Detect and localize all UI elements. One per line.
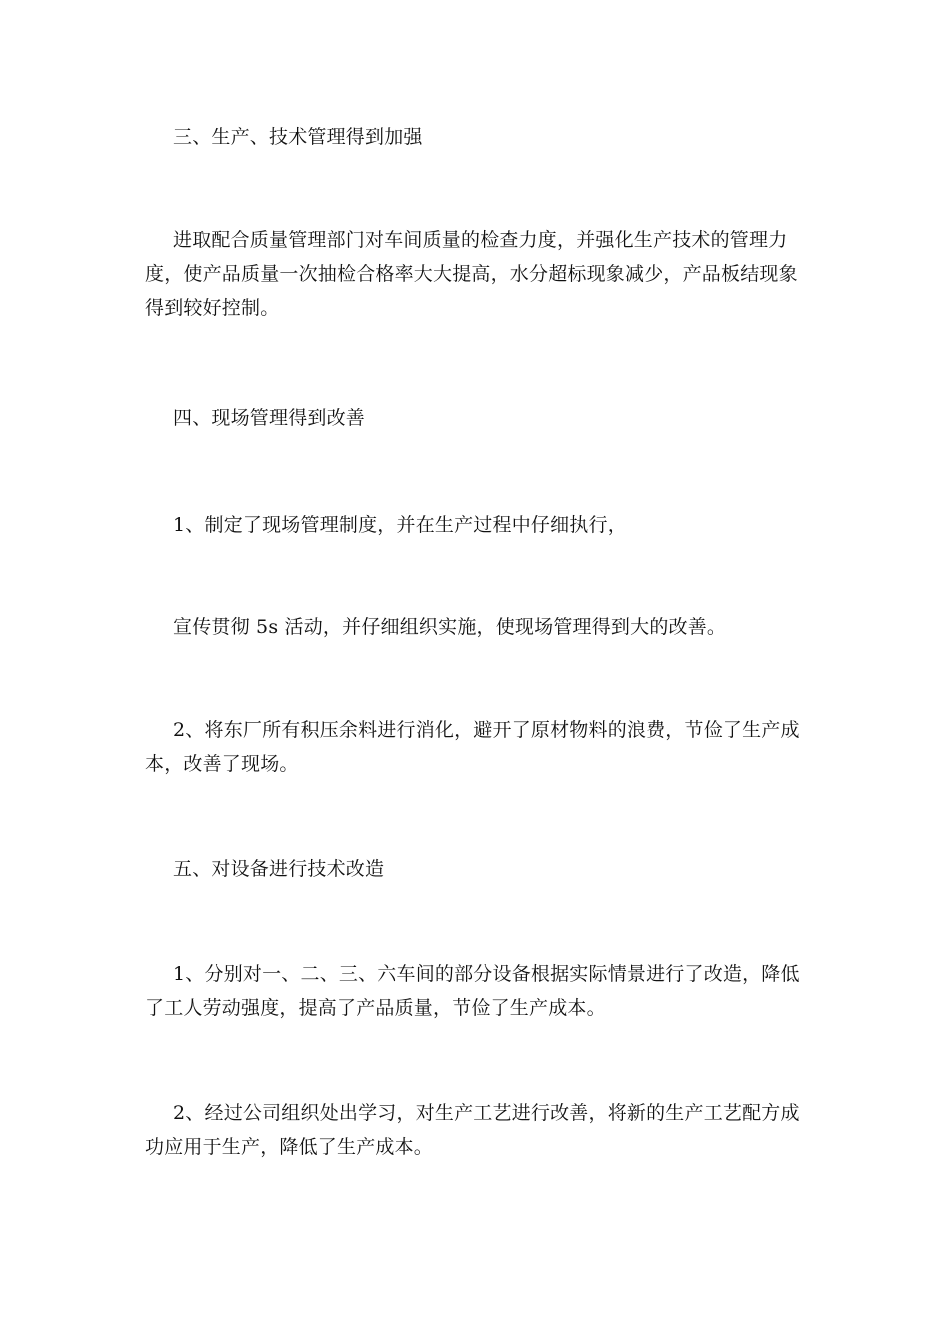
section-heading-3: 三、生产、技术管理得到加强 — [173, 126, 423, 148]
paragraph-site-management-2: 2、将东厂所有积压余料进行消化，避开了原材物料的浪费，节俭了生产成本，改善了现场。 — [145, 719, 800, 775]
section-heading-4: 四、现场管理得到改善 — [173, 407, 366, 429]
section-heading-5: 五、对设备进行技术改造 — [173, 858, 385, 880]
paragraph-quality-control: 进取配合质量管理部门对车间质量的检查力度，并强化生产技术的管理力度，使产品质量一次抽检合格率大大提高，水分超标现象减少，产品板结现象得到较好控制。 — [145, 229, 798, 319]
paragraph-5s-activity: 宣传贯彻 5s 活动，并仔细组织实施，使现场管理得到大的改善。 — [173, 616, 727, 638]
paragraph-equipment-2: 2、经过公司组织处出学习，对生产工艺进行改善，将新的生产工艺配方成功应用于生产，降低了生产成本。 — [145, 1102, 800, 1158]
paragraph-site-management-1: 1、制定了现场管理制度，并在生产过程中仔细执行， — [173, 514, 627, 536]
paragraph-equipment-1: 1、分别对一、二、三、六车间的部分设备根据实际情景进行了改造，降低了工人劳动强度，提高了产品质量，节俭了生产成本。 — [145, 963, 800, 1019]
